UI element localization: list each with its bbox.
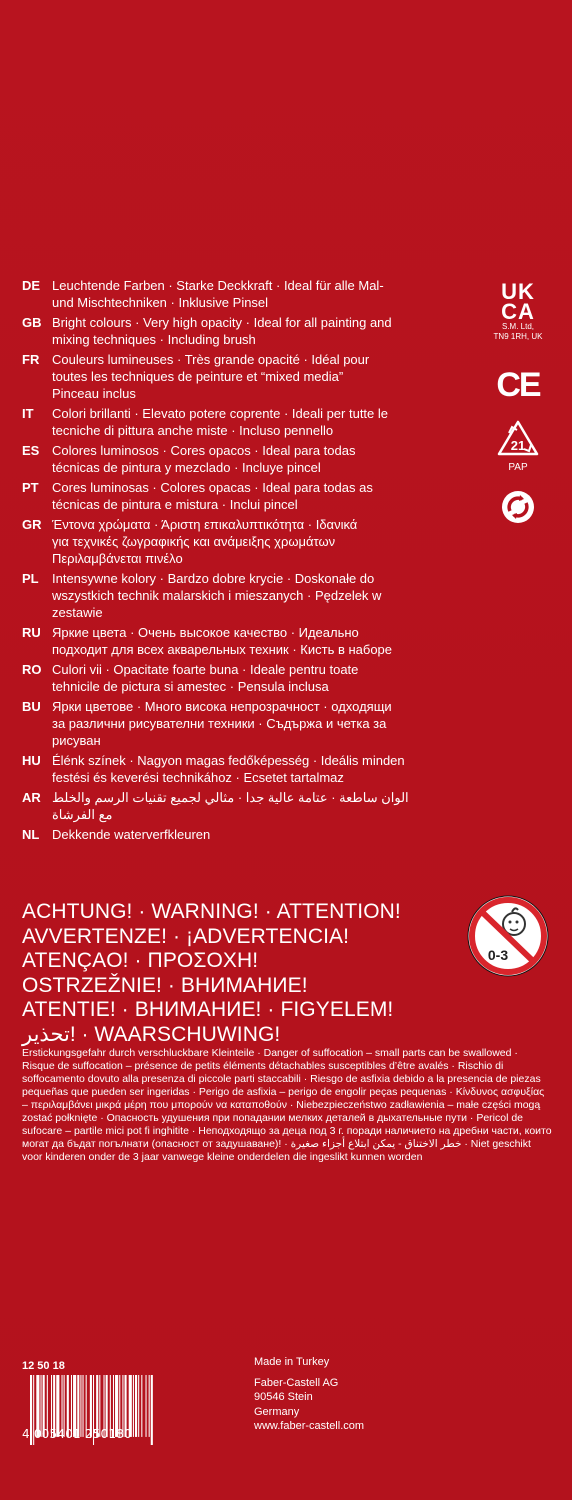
language-code: ES (22, 443, 40, 458)
language-text: Cores luminosas · Colores opacas · Ideal para todas as técnicas de pintura e mistura · Inclui pincel (52, 480, 373, 512)
warning-line: AVVERTENZE! · ¡ADVERTENCIA! (22, 924, 350, 948)
language-text: الوان ساطعة · عتامة عالية جدا · مثالي لجميع تقنيات الرسم والخلط مع الفرشاة (52, 790, 409, 822)
language-row (22, 314, 462, 348)
language-code: PT (22, 480, 39, 495)
green-dot-icon (500, 489, 536, 525)
pap-label: PAP (508, 462, 528, 473)
language-text: Leuchtende Farben · Starke Deckkraft · Ideal für alle Mal- und Mischtechniken · Inklusive Pinsel (52, 278, 384, 310)
age-label: 0-3 (487, 947, 509, 963)
language-code: IT (22, 406, 34, 421)
language-row (22, 661, 462, 695)
warning-line: ATENTIE! · ВНИМАНИЕ! · FIGYELEM! (22, 998, 394, 1021)
language-row (22, 752, 462, 786)
language-row (22, 624, 462, 658)
ukca-mark (493, 280, 543, 320)
small-print: Erstickungsgefahr durch verschluckbare Kleinteile · Danger of suffocation – small parts can be swallowed · Risque de suffocation – présence de petits éléments détachables susceptibles d’être avalés · Rischio di soffocamento dovuto alla presenza di piccole parti staccabili · Riesgo de asfixia debido a la presencia de piezas pequeñas que pueden ser ingeridas · Perigo de asfixia – perigo de engolir peças pequenas · Κίνδυνος ασφυξίας – περιλαμβάνει μικρά μέρη που μπορούν να καταποθούν · Niebezpieczeństwo zadławienia – małe części mogą zostać połknięte · Опасность удушения при попадании мелких деталей в дыхательные пути · Pericol de sufocare – partile mici pot fi inghitite · Неподходящо за деца под 3 г. поради наличието на дребни части, които могат да бъдат погълнати (опасност от задушаване)! · خطر الاختناق - يمكن ابتلاع أجزاء صغيرة · Niet geschikt voor kinderen onder de 3 jaar vanwege kleine onderdelen die ingeslikt kunnen worden (22, 1047, 552, 1163)
language-row (22, 826, 462, 843)
language-code: NL (22, 827, 40, 842)
ukca-mark-top: UK (501, 280, 535, 304)
product-code: 12 50 18 (22, 1360, 65, 1372)
language-row (22, 570, 462, 621)
language-code: GR (22, 517, 42, 532)
language-text: Dekkende waterverfkleuren (52, 827, 211, 842)
country: Germany (254, 1405, 300, 1418)
language-text: Élénk színek · Nagyon magas fedőképesség · Ideális minden festési és keverési technikához · Ecsetet tartalmaz (52, 753, 405, 785)
ukca-mark-bottom: CA (501, 299, 535, 320)
language-text: Colores luminosos · Cores opacos · Ideal para todas técnicas de pintura y mezclado · Incluye pincel (52, 443, 356, 475)
language-code: DE (22, 278, 41, 293)
language-text: Яркие цвета · Очень высокое качество · Идеально подходит для всех акварельных техник · Кисть в наборе (52, 625, 393, 657)
language-text: Couleurs lumineuses · Très grande opacité · Idéal pour toutes les techniques de peinture et “mixed media” Pinceau inclus (52, 352, 370, 401)
language-text: Ярки цветове · Много висока непрозрачност · одходящи за различни рисувателни техники · Съдържа и четка за рисуван (52, 699, 392, 748)
manufacturer-info (254, 1355, 364, 1434)
language-text: Culori vii · Opacitate foarte buna · Ideale pentru toate tehnicile de pictura si amestec · Pensula inclusa (52, 662, 359, 694)
website[interactable]: www.faber-castell.com (254, 1420, 365, 1432)
language-code: BU (22, 699, 41, 714)
barcode-number: 4 005401 250180 (22, 1427, 132, 1441)
recycle-triangle-icon (495, 419, 541, 459)
pap-recycling-mark (478, 419, 558, 473)
language-row (22, 516, 462, 567)
age-warning-symbol (462, 890, 554, 987)
language-code: GB (22, 315, 42, 330)
language-row (22, 277, 462, 311)
warning-line: تحذير! · WAARSCHUWING! (22, 1022, 281, 1046)
language-code: FR (22, 352, 40, 367)
language-text: Intensywne kolory · Bardzo dobre krycie · Doskonałe do wszystkich technik malarskich i mieszanych · Pędzelek w zestawie (52, 571, 382, 620)
ce-mark: CE (496, 366, 540, 404)
certification-logos (478, 280, 558, 530)
language-row (22, 405, 462, 439)
green-dot (478, 489, 558, 530)
city: 90546 Stein (254, 1391, 313, 1403)
language-row (22, 479, 462, 513)
language-text: Colori brillanti · Elevato potere coprente · Ideali per tutte le tecniche di pittura anche miste · Incluso pennello (52, 406, 389, 438)
language-code: RU (22, 625, 41, 640)
warning-line: OSTRZEŽNIE! · ВНИМАНИЕ! (22, 973, 308, 997)
language-row (22, 442, 462, 476)
warning-line: ACHTUNG! · WARNING! · ATTENTION! (22, 900, 401, 923)
pap-number: 21 (510, 438, 526, 453)
language-code: HU (22, 753, 41, 768)
language-list (22, 277, 462, 846)
language-row (22, 789, 462, 823)
warning-line: ATENÇAO! · ΠΡΟΣΟΧΗ! (22, 949, 259, 972)
warning-headings (22, 900, 442, 1047)
language-row (22, 351, 462, 402)
language-code: AR (22, 790, 41, 805)
not-for-under-3-icon (462, 890, 554, 982)
ukca-address: S.M. Ltd, TN9 1RH, UK (493, 322, 543, 341)
language-code: PL (22, 571, 39, 586)
language-text: Έντονα χρώματα · Άριστη επικαλυπτικότητα · Ιδανικά για τεχνικές ζωγραφικής και ανάμειξης χρωμάτων Περιλαμβάνεται πινέλο (52, 517, 358, 566)
made-in: Made in Turkey (254, 1356, 330, 1368)
language-code: RO (22, 662, 42, 677)
company: Faber-Castell AG (254, 1376, 339, 1389)
language-text: Bright colours · Very high opacity · Ideal for all painting and mixing techniques · Including brush (52, 315, 392, 347)
language-row (22, 698, 462, 749)
ukca-logo-icon (495, 280, 541, 320)
